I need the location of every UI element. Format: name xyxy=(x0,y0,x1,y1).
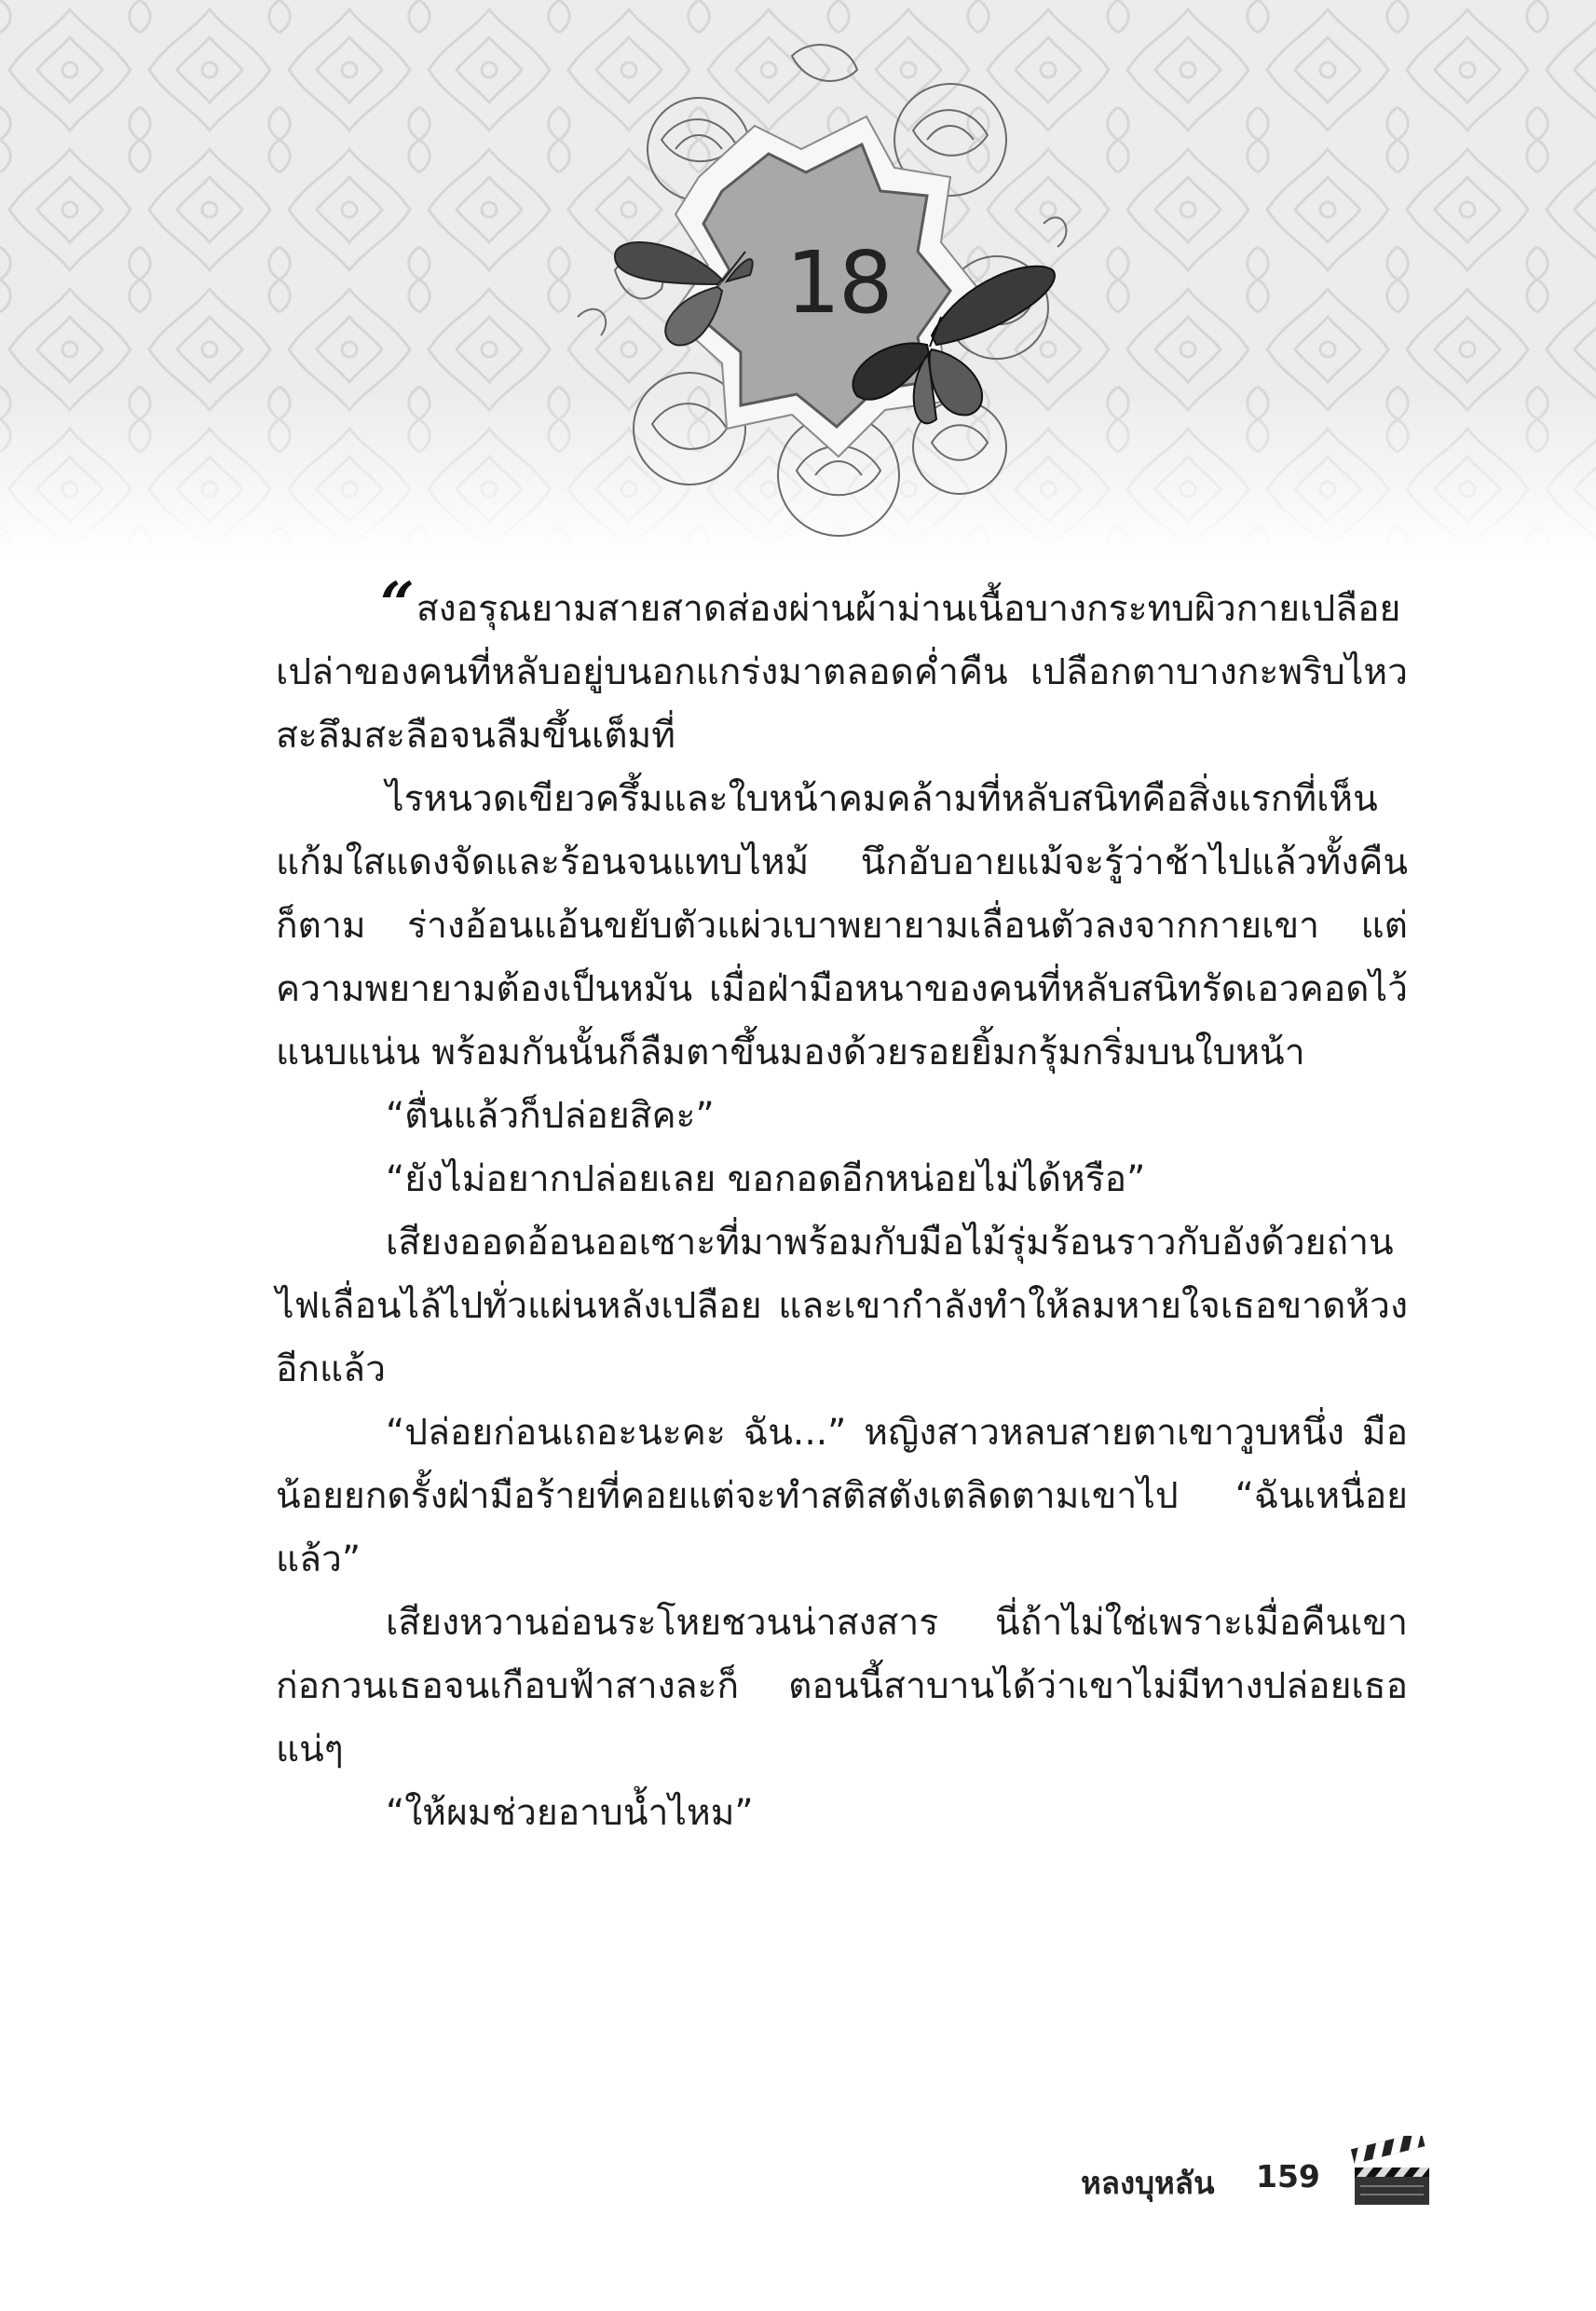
paragraph-4: “ยังไม่อยากปล่อยเลย ขอกอดอีกหน่อยไม่ได้หรือ” xyxy=(386,1158,1146,1200)
page-number: 159 xyxy=(1256,2158,1320,2195)
paragraph-1-text: สงอรุณยามสายสาดส่องผ่านผ้าม่านเนื้อบางกระทบผิวกายเปลือยเปล่าของคนที่หลับอยู่บนอกแกร่งมาตลอดค่ำคืน เปลือกตาบางกะพริบไหวสะลึมสะลือจนลืมขึ้นเต็มที่ xyxy=(276,588,1408,757)
paragraph-5: เสียงออดอ้อนออเซาะที่มาพร้อมกับมือไม้รุ่มร้อนราวกับอังด้วยถ่านไฟเลื่อนไล้ไปทั่วแผ่นหลังเปลือย และเขากำลังทำให้ลมหายใจเธอขาดห้วงอีกแล้ว xyxy=(276,1222,1408,1390)
body-text xyxy=(276,569,1408,1845)
paragraph-3: “ตื่นแล้วก็ปล่อยสิคะ” xyxy=(386,1095,715,1137)
running-title: หลงบุหลัน xyxy=(1081,2165,1215,2201)
chapter-number: 18 xyxy=(785,233,892,333)
paragraph-6: “ปล่อยก่อนเถอะนะคะ ฉัน...” หญิงสาวหลบสายตาเขาวูบหนึ่ง มือน้อยยกดรั้งฝ่ามือร้ายที่คอยแต่จะทำสติสตังเตลิดตามเขาไป “ฉันเหนื่อยแล้ว” xyxy=(276,1412,1408,1580)
paragraph-7: เสียงหวานอ่อนระโหยชวนน่าสงสาร นี่ถ้าไม่ใช่เพราะเมื่อคืนเขาก่อกวนเธอจนเกือบฟ้าสางละก็ ตอนนี้สาบานได้ว่าเขาไม่มีทางปล่อยเธอแน่ๆ xyxy=(276,1602,1408,1771)
opening-quote-mark: “ xyxy=(380,569,409,639)
paragraph-2: ไรหนวดเขียวครึ้มและใบหน้าคมคล้ามที่หลับสนิทคือสิ่งแรกที่เห็น แก้มใสแดงจัดและร้อนจนแทบไหม้ นึกอับอายแม้จะรู้ว่าช้าไปแล้วทั้งคืนก็ตาม ร่างอ้อนแอ้นขยับตัวแผ่วเบาพยายามเลื่อนตัวลงจากกายเขา แต่ความพยายามต้องเป็นหมัน เมื่อฝ่ามือหนาของคนที่หลับสนิทรัดเอวคอดไว้แนบแน่น พร้อมกันนั้นก็ลืมตาขึ้นมองด้วยรอยยิ้มกรุ้มกริ่มบนใบหน้า xyxy=(276,778,1408,1073)
paragraph-1 xyxy=(276,569,1408,768)
film-clapperboard-icon xyxy=(1344,2136,1437,2210)
paragraph-8: “ให้ผมช่วยอาบน้ำไหม” xyxy=(386,1792,754,1834)
page-footer xyxy=(1053,2136,1444,2220)
